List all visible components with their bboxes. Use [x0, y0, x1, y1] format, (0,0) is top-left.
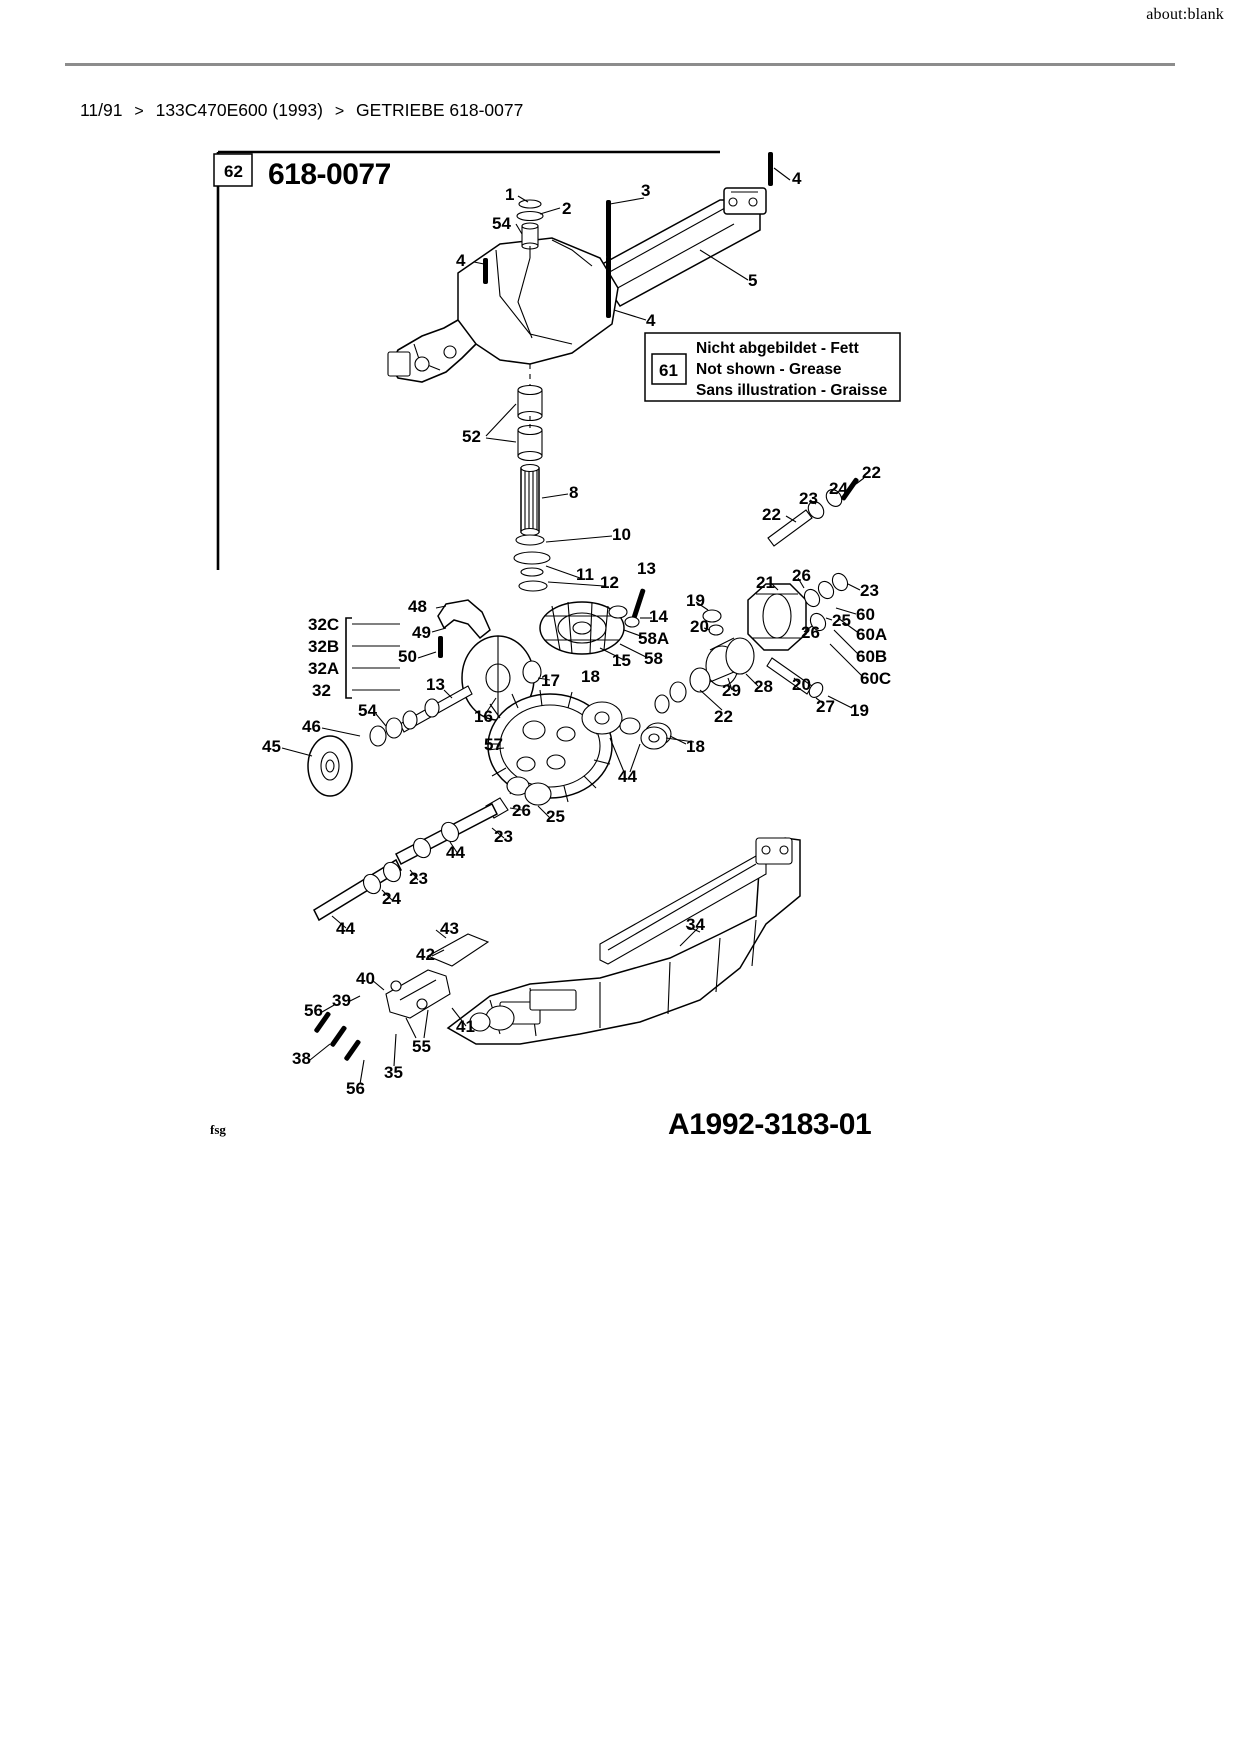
- callout-27: 27: [816, 697, 835, 716]
- header-divider: [65, 63, 1175, 66]
- breadcrumb-item-model[interactable]: 133C470E600 (1993): [155, 100, 323, 120]
- callout-18: 18: [686, 737, 705, 756]
- callout-40: 40: [356, 969, 375, 988]
- callout-23: 23: [799, 489, 818, 508]
- callout-12: 12: [600, 573, 619, 592]
- callout-22: 22: [714, 707, 733, 726]
- artist-mark: fsg: [210, 1122, 226, 1137]
- callout-23: 23: [494, 827, 513, 846]
- callout-19: 19: [686, 591, 705, 610]
- breadcrumb-item-date[interactable]: 11/91: [80, 100, 123, 120]
- callout-14: 14: [649, 607, 668, 626]
- callout-45: 45: [262, 737, 281, 756]
- callout-56: 56: [304, 1001, 323, 1020]
- callout-57: 57: [484, 735, 503, 754]
- callout-21: 21: [756, 573, 775, 592]
- callout-25: 25: [546, 807, 565, 826]
- callout-58A: 58A: [638, 629, 670, 648]
- callout-60B: 60B: [856, 647, 888, 666]
- callout-26: 26: [512, 801, 531, 820]
- callout-1: 1: [505, 185, 515, 204]
- callout-24: 24: [382, 889, 401, 908]
- callout-48: 48: [408, 597, 427, 616]
- callout-13: 13: [426, 675, 445, 694]
- callout-38: 38: [292, 1049, 311, 1068]
- callout-41: 41: [456, 1017, 475, 1036]
- breadcrumb-item-assembly[interactable]: GETRIEBE 618-0077: [356, 100, 524, 120]
- callout-22: 22: [862, 463, 881, 482]
- callout-54: 54: [358, 701, 377, 720]
- breadcrumb-separator: >: [134, 103, 144, 120]
- callout-10: 10: [612, 525, 631, 544]
- callout-15: 15: [612, 651, 631, 670]
- callout-32: 32: [312, 681, 331, 700]
- callout-34: 34: [686, 915, 705, 934]
- callout-32B: 32B: [308, 637, 340, 656]
- breadcrumb: [80, 100, 523, 121]
- legend-box-number: 61: [659, 361, 678, 380]
- callout-60A: 60A: [856, 625, 888, 644]
- plate-number: 62: [224, 162, 243, 181]
- callout-32A: 32A: [308, 659, 340, 678]
- callout-35: 35: [384, 1063, 403, 1082]
- breadcrumb-separator: >: [334, 103, 345, 120]
- callout-20: 20: [690, 617, 709, 636]
- browser-url-text: about:blank: [1146, 6, 1224, 23]
- callout-44: 44: [446, 843, 465, 862]
- callout-8: 8: [569, 483, 579, 502]
- callout-23: 23: [409, 869, 428, 888]
- callout-54: 54: [492, 214, 511, 233]
- callout-55: 55: [412, 1037, 431, 1056]
- callout-4: 4: [792, 169, 802, 188]
- callout-3: 3: [641, 181, 651, 200]
- callout-20: 20: [792, 675, 811, 694]
- diagram-title: 618-0077: [268, 158, 391, 191]
- callout-24: 24: [829, 479, 848, 498]
- callout-60C: 60C: [860, 669, 892, 688]
- callout-4: 4: [646, 311, 656, 330]
- callout-42: 42: [416, 945, 435, 964]
- legend-line-de: Nicht abgebildet - Fett: [696, 340, 859, 357]
- callout-11: 11: [576, 565, 594, 584]
- parts-diagram: [200, 138, 940, 1150]
- legend-line-fr: Sans illustration - Graisse: [696, 382, 888, 399]
- callout-17: 17: [541, 671, 560, 690]
- callout-43: 43: [440, 919, 459, 938]
- callout-16: 16: [474, 707, 493, 726]
- callout-25: 25: [832, 611, 851, 630]
- callout-56: 56: [346, 1079, 365, 1098]
- callout-44: 44: [336, 919, 355, 938]
- callout-22: 22: [762, 505, 781, 524]
- callout-58: 58: [644, 649, 663, 668]
- callout-60: 60: [856, 605, 875, 624]
- callout-26: 26: [801, 623, 820, 642]
- callout-52: 52: [462, 427, 481, 446]
- callout-46: 46: [302, 717, 321, 736]
- callout-13: 13: [637, 559, 656, 578]
- callout-19: 19: [850, 701, 869, 720]
- legend-line-en: Not shown - Grease: [696, 361, 842, 378]
- callout-29: 29: [722, 681, 741, 700]
- drawing-number: A1992-3183-01: [668, 1108, 872, 1141]
- callout-2: 2: [562, 199, 572, 218]
- callout-5: 5: [748, 271, 758, 290]
- callout-50: 50: [398, 647, 417, 666]
- callout-26: 26: [792, 566, 811, 585]
- callout-32C: 32C: [308, 615, 340, 634]
- callout-18: 18: [581, 667, 600, 686]
- callout-39: 39: [332, 991, 351, 1010]
- callout-44: 44: [618, 767, 637, 786]
- callout-23: 23: [860, 581, 879, 600]
- callout-4: 4: [456, 251, 466, 270]
- callout-28: 28: [754, 677, 773, 696]
- callout-49: 49: [412, 623, 431, 642]
